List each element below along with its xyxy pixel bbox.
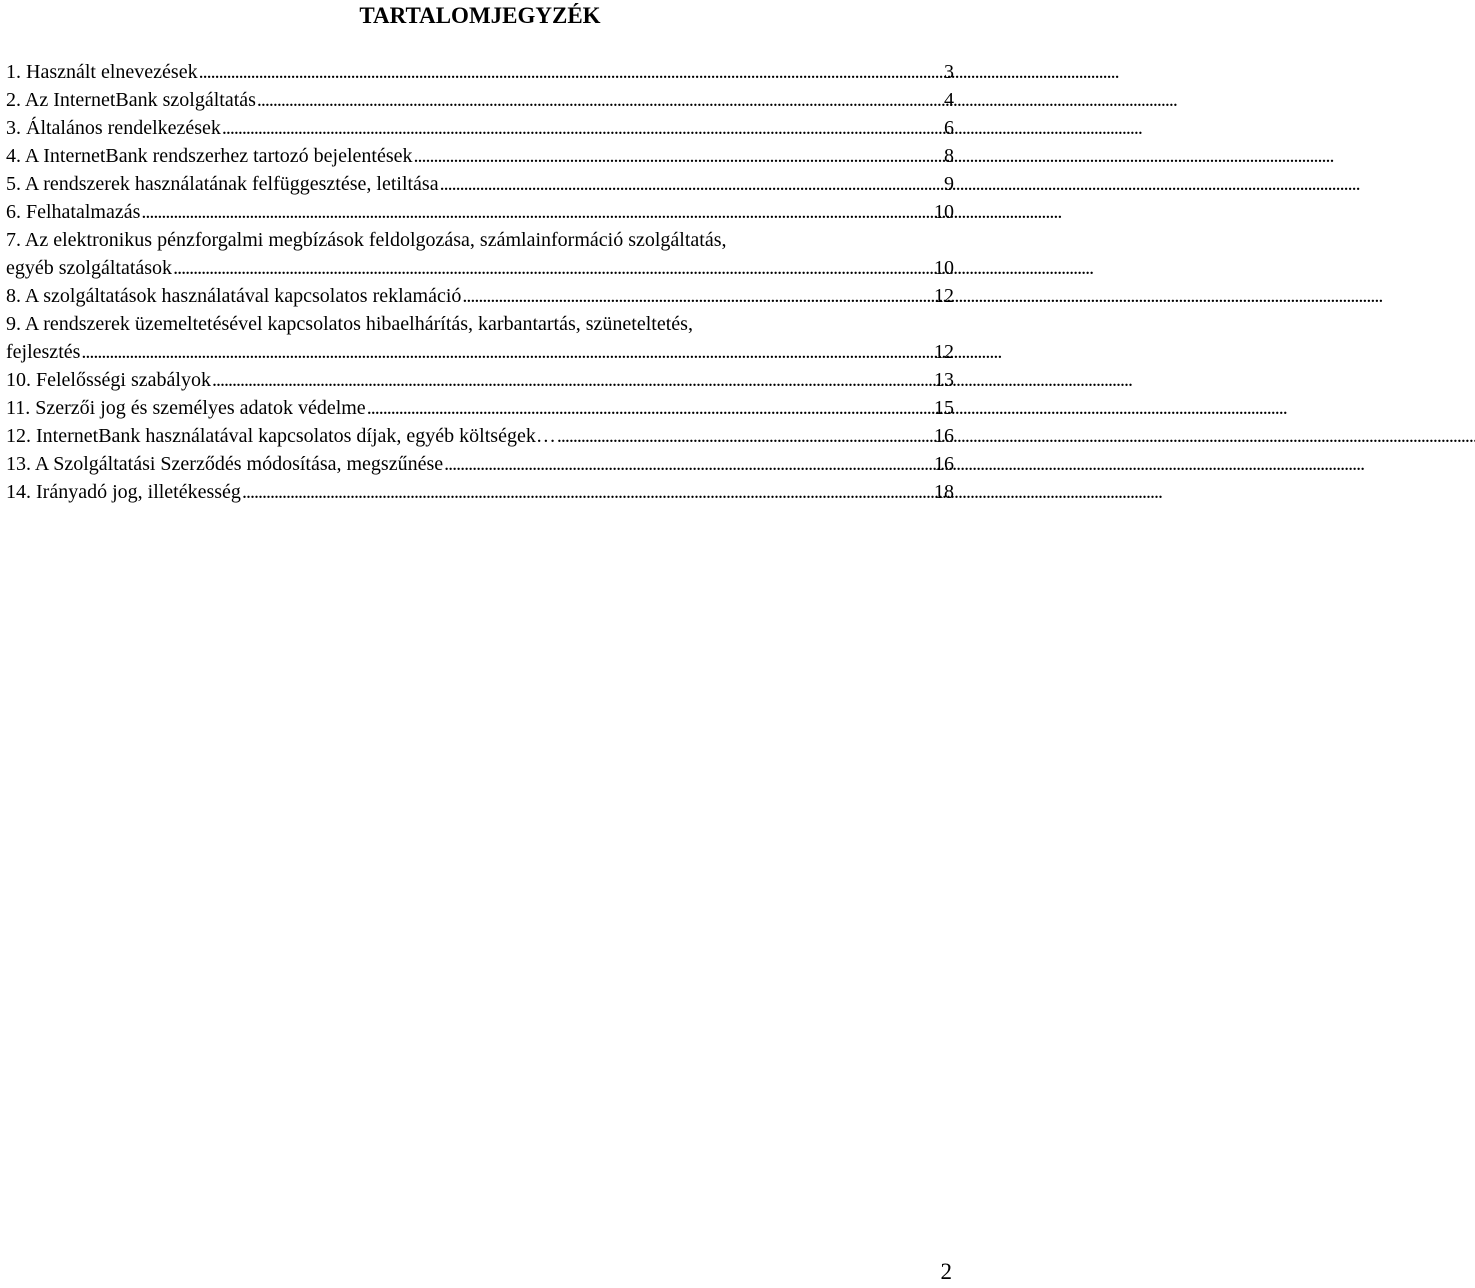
toc-entry-title: 1. Használt elnevezések — [6, 61, 198, 83]
toc-entry-title: 6. Felhatalmazás — [6, 201, 141, 223]
toc-entry-title: 8. A szolgáltatások használatával kapcsolatos reklamáció — [6, 285, 462, 307]
toc-entry-title: 5. A rendszerek használatának felfüggesztése, letiltása — [6, 173, 439, 195]
toc-entry-title: 12. InternetBank használatával kapcsolatos díjak, egyéb költségek… — [6, 425, 556, 447]
toc-entry[interactable] — [6, 58, 954, 86]
toc-dot-leader — [221, 114, 940, 142]
toc-entry[interactable] — [6, 394, 954, 422]
toc-page-number: 6 — [944, 117, 954, 139]
page-title: TARTALOMJEGYZÉK — [359, 3, 601, 28]
toc-dot-leader — [211, 366, 930, 394]
toc-page-number: 12 — [934, 285, 954, 307]
toc-page-number: 9 — [944, 173, 954, 195]
toc-dot-leader — [413, 142, 941, 170]
toc-entry-title: 4. A InternetBank rendszerhez tartozó bejelentések — [6, 145, 413, 167]
toc-entry[interactable] — [6, 198, 954, 226]
toc-entry[interactable] — [6, 114, 954, 142]
toc-entry[interactable] — [6, 450, 954, 478]
toc-page-number: 16 — [934, 453, 954, 475]
toc-page-number: 10 — [934, 257, 954, 279]
toc-dot-leader — [80, 338, 930, 366]
table-of-contents — [6, 58, 954, 506]
toc-dot-leader — [198, 58, 940, 86]
toc-page-number: 3 — [944, 61, 954, 83]
toc-entry-title: fejlesztés — [6, 341, 81, 363]
toc-entry-title: 2. Az InternetBank szolgáltatás — [6, 89, 256, 111]
toc-entry-title: 10. Felelősségi szabályok — [6, 369, 211, 391]
toc-entry[interactable] — [6, 86, 954, 114]
toc-entry-title: 13. A Szolgáltatási Szerződés módosítása, megszűnése — [6, 453, 444, 475]
toc-entry-title: 3. Általános rendelkezések — [6, 117, 221, 139]
toc-page-number: 16 — [934, 425, 954, 447]
toc-entry[interactable] — [6, 282, 954, 310]
toc-dot-leader — [256, 86, 940, 114]
toc-entry[interactable] — [6, 170, 954, 198]
toc-entry-title: egyéb szolgáltatások — [6, 257, 173, 279]
toc-page-number: 12 — [934, 341, 954, 363]
toc-dot-leader — [241, 478, 930, 506]
toc-dot-leader — [443, 450, 930, 478]
toc-page-number: 4 — [944, 89, 954, 111]
toc-page-number: 13 — [934, 369, 954, 391]
toc-page-number: 15 — [934, 397, 954, 419]
toc-dot-leader — [366, 394, 930, 422]
toc-entry-title-line: 9. A rendszerek üzemeltetésével kapcsolatos hibaelhárítás, karbantartás, szüneteltetés, — [6, 313, 693, 335]
toc-entry[interactable] — [6, 310, 954, 366]
toc-dot-leader — [461, 282, 930, 310]
toc-entry[interactable] — [6, 142, 954, 170]
toc-entry[interactable] — [6, 366, 954, 394]
toc-dot-leader — [556, 422, 930, 450]
toc-dot-leader — [140, 198, 930, 226]
toc-entry[interactable] — [6, 478, 954, 506]
toc-page-number: 10 — [934, 201, 954, 223]
toc-dot-leader — [439, 170, 940, 198]
toc-entry[interactable] — [6, 422, 954, 450]
toc-entry[interactable] — [6, 226, 954, 282]
toc-entry-title: 11. Szerzői jog és személyes adatok védelme — [6, 397, 366, 419]
toc-entry-title: 14. Irányadó jog, illetékesség — [6, 481, 241, 503]
toc-page-number: 8 — [944, 145, 954, 167]
page-number: 2 — [940, 1259, 952, 1284]
toc-page-number: 18 — [934, 481, 954, 503]
toc-entry-title-line: 7. Az elektronikus pénzforgalmi megbízások feldolgozása, számlainformáció szolgáltatás, — [6, 229, 727, 251]
toc-dot-leader — [172, 254, 930, 282]
